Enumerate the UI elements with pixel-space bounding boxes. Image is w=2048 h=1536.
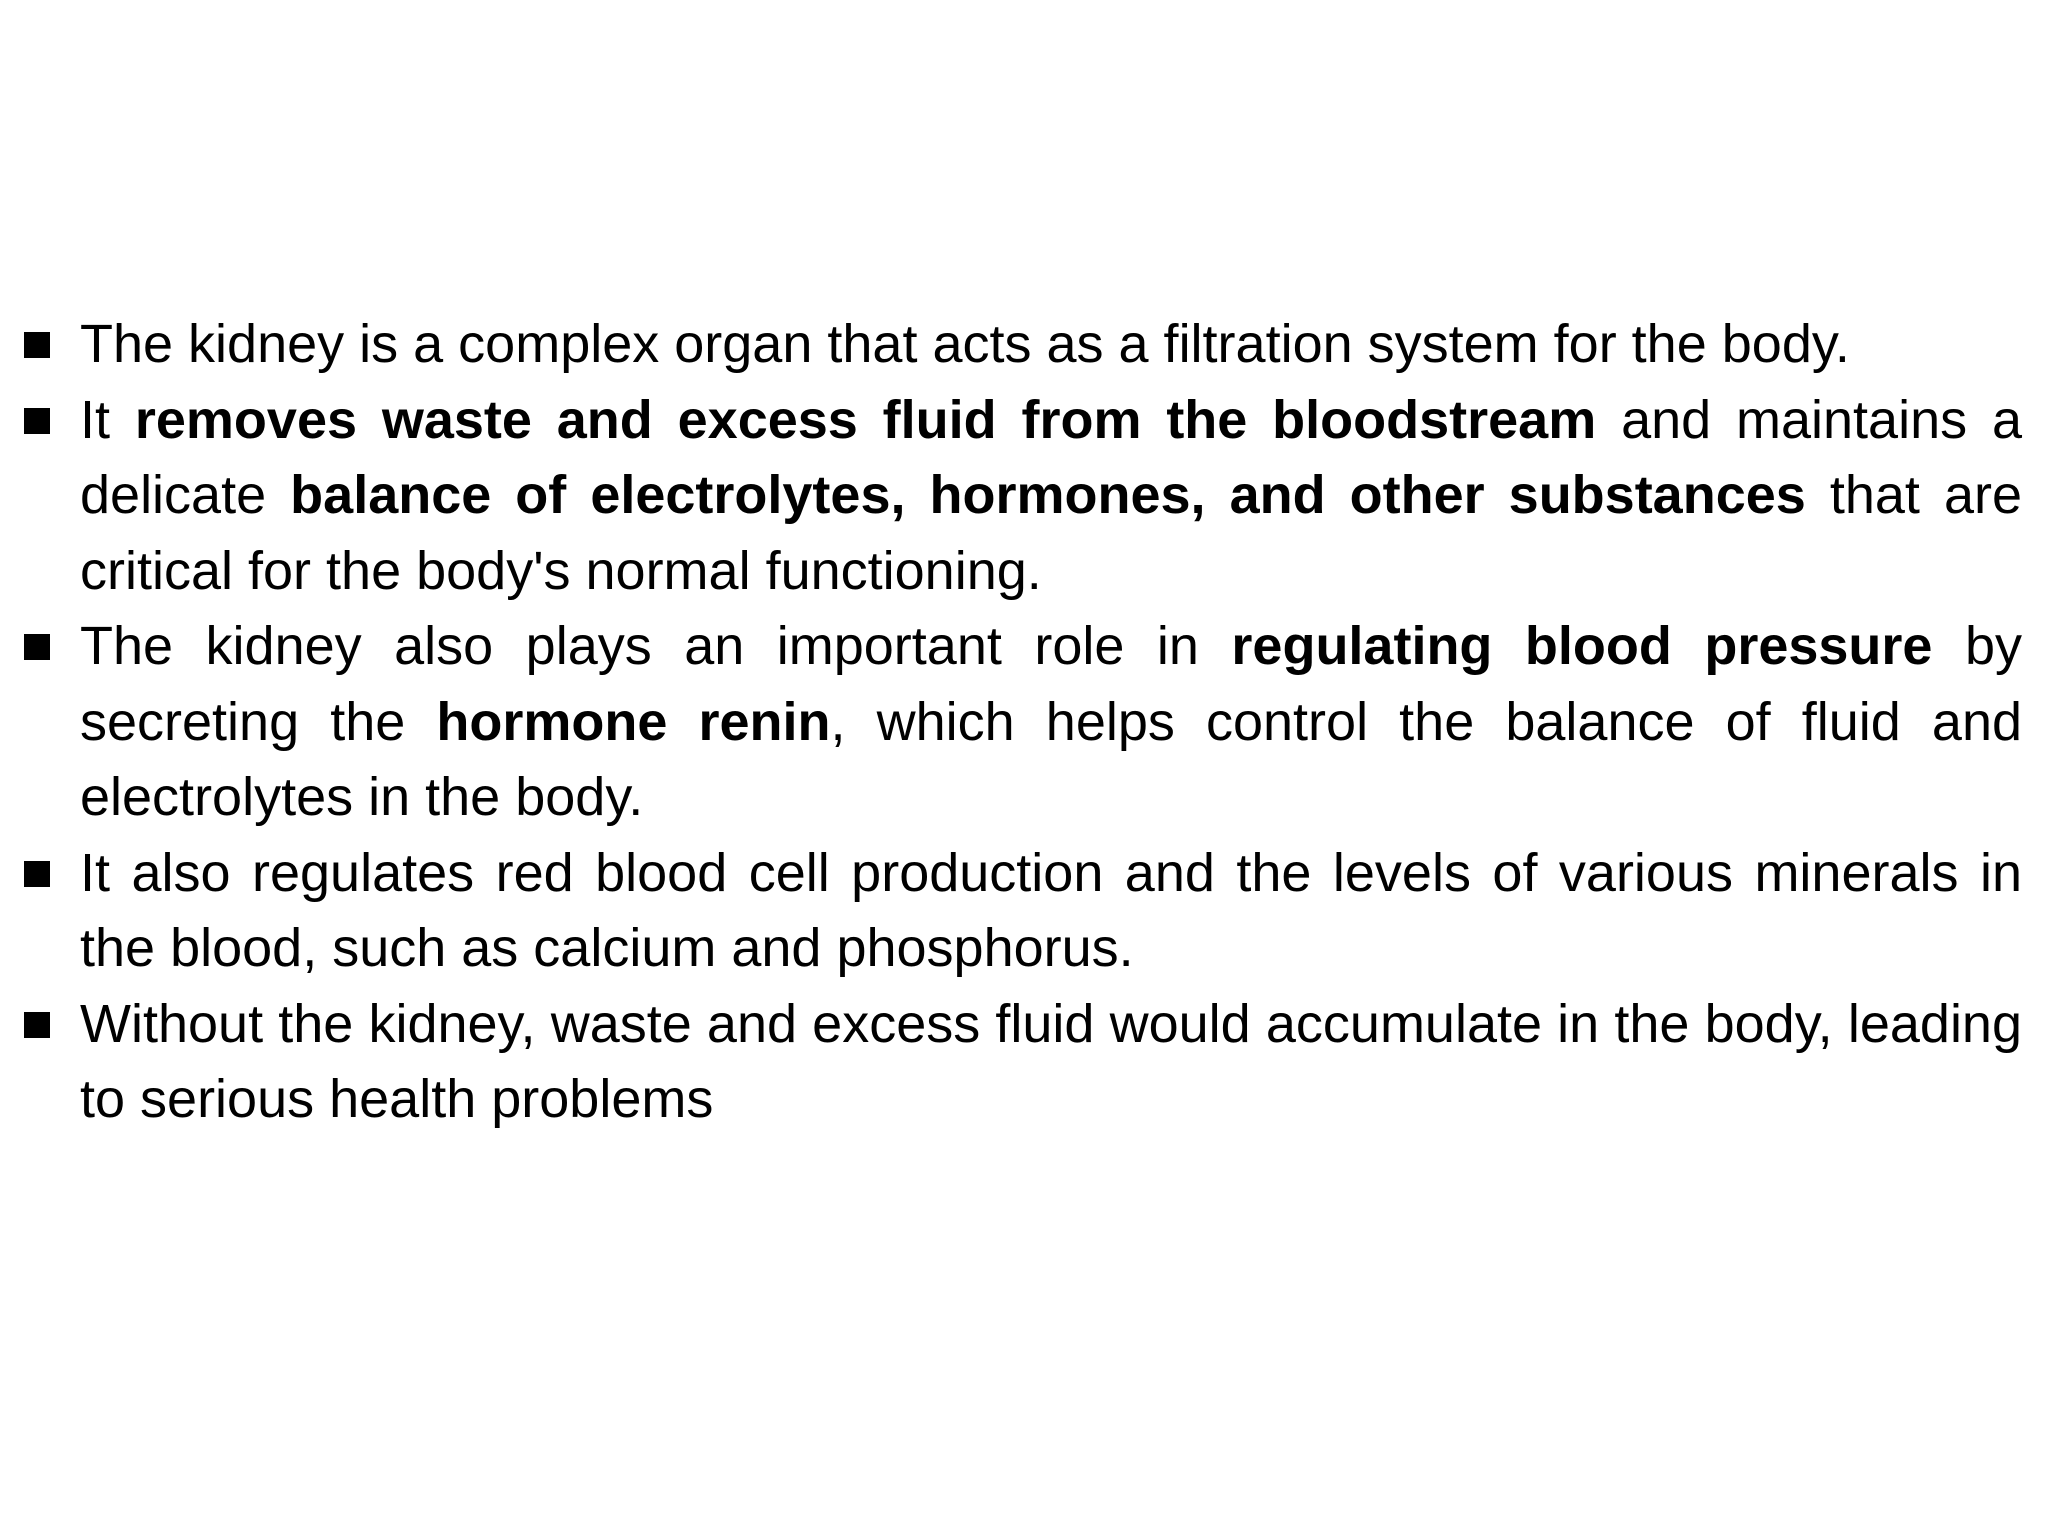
bullet-item-4 [24,836,2022,987]
square-bullet-icon [24,332,50,358]
bullet-text: by secreting the [80,616,2022,752]
bullet-text: and maintains a delicate [80,389,2022,525]
bullet-text: that are critical for the body's normal functioning. [80,465,2023,601]
bullet-text: The kidney also plays an important role in [80,616,1232,676]
bullet-text: Without the kidney, waste and excess fluid would accumulate in the body, leading to serious health problems [80,993,2022,1129]
bullet-item-1 [24,307,2022,383]
square-bullet-icon [24,1012,50,1038]
bold-phrase: balance of electrolytes, hormones, and other substances [290,465,1806,525]
bold-phrase: hormone renin [436,691,831,752]
bold-phrase: removes waste and excess fluid from the bloodstream [134,389,1597,450]
bullet-item-3 [24,609,2022,836]
bullet-item-2 [24,383,2022,610]
bullet-text: It also regulates red blood cell production and the levels of various minerals in the blood, such as calcium and phosphorus. [80,842,2022,978]
bullet-text: The kidney is a complex organ that acts as a filtration system for the body. [80,314,1850,374]
bullet-text: , which helps control the balance of fluid and electrolytes in the body. [80,691,2023,827]
bullet-item-5 [24,987,2022,1138]
bullet-text: It [80,389,135,450]
square-bullet-icon [24,408,50,434]
square-bullet-icon [24,861,50,887]
bullet-list [24,307,2022,1138]
bold-phrase: regulating blood pressure [1231,616,1933,676]
square-bullet-icon [24,634,50,660]
